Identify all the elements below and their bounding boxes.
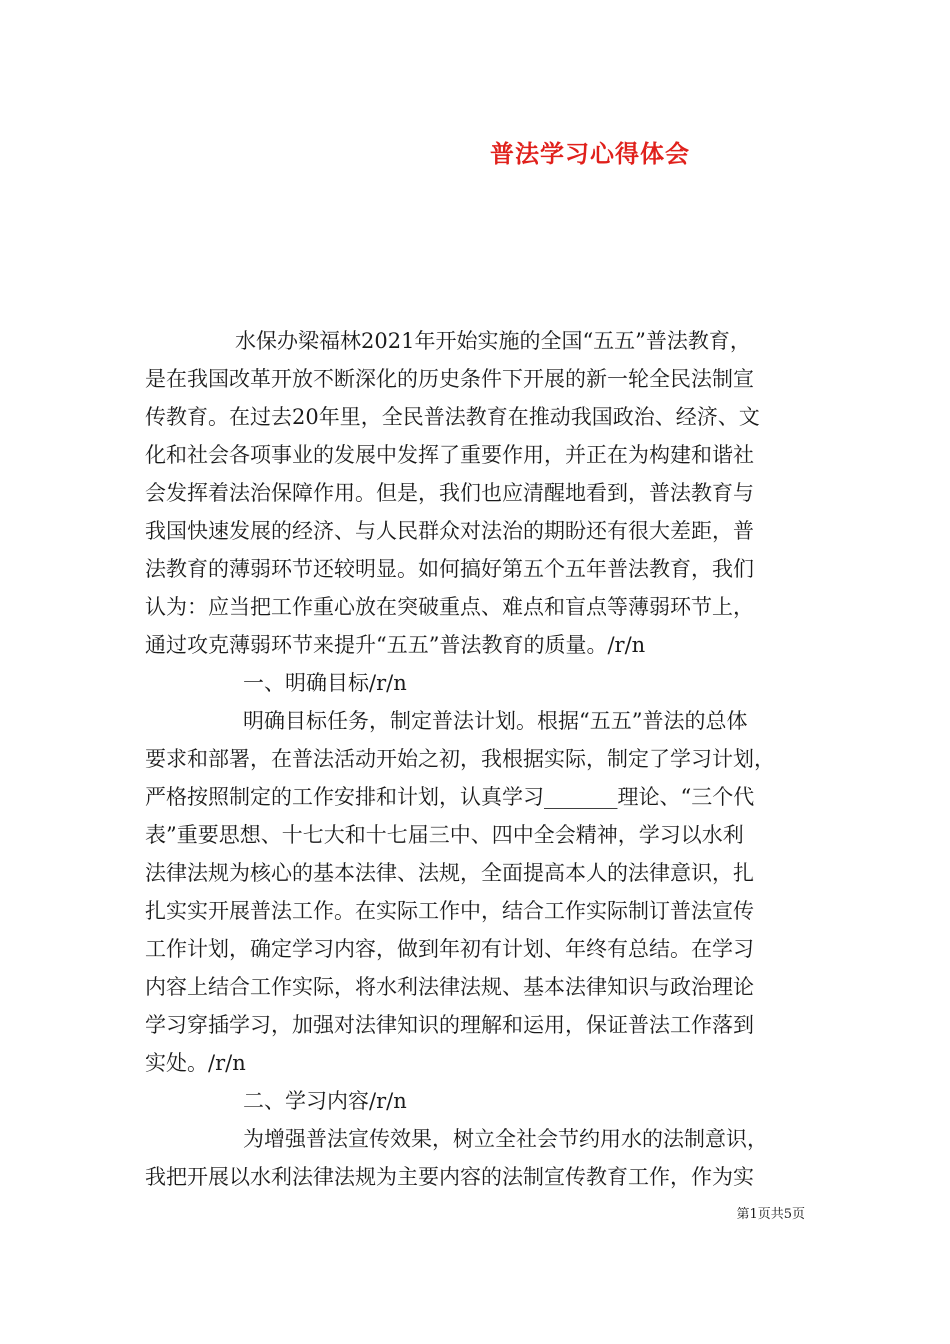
section-heading: 二、学习内容/r/n [243,1089,407,1113]
body-line: 传教育。在过去20年里，全民普法教育在推动我国政治、经济、文 [145,405,760,429]
page-number-footer: 第1页共5页 [736,1207,805,1222]
body-line: 是在我国改革开放不断深化的历史条件下开展的新一轮全民法制宣 [145,367,754,391]
document-title: 普法学习心得体会 [490,139,690,168]
body-line: 为增强普法宣传效果，树立全社会节约用水的法制意识， [243,1127,768,1151]
body-line: 扎实实开展普法工作。在实际工作中，结合工作实际制订普法宣传 [145,899,754,923]
body-line: 工作计划，确定学习内容，做到年初有计划、年终有总结。在学习 [145,937,754,961]
body-line: 严格按照制定的工作安排和计划，认真学习_______理论、“三个代 [145,785,755,809]
body-line: 明确目标任务，制定普法计划。根据“五五”普法的总体 [243,709,748,733]
body-line: 表”重要思想、十七大和十七届三中、四中全会精神，学习以水利 [145,823,744,847]
body-line: 内容上结合工作实际，将水利法律法规、基本法律知识与政治理论 [145,975,754,999]
body-line: 化和社会各项事业的发展中发挥了重要作用，并正在为构建和谐社 [145,443,754,467]
body-line: 实处。/r/n [145,1051,246,1075]
body-line: 会发挥着法治保障作用。但是，我们也应清醒地看到，普法教育与 [145,481,754,505]
body-line: 要求和部署，在普法活动开始之初，我根据实际，制定了学习计划， [145,747,775,771]
body-line: 通过攻克薄弱环节来提升“五五”普法教育的质量。/r/n [145,633,646,657]
body-line: 水保办梁福林2021年开始实施的全国“五五”普法教育， [235,329,751,353]
body-line: 学习穿插学习，加强对法律知识的理解和运用，保证普法工作落到 [145,1013,754,1037]
body-line: 法教育的薄弱环节还较明显。如何搞好第五个五年普法教育，我们 [145,557,754,581]
body-line: 认为：应当把工作重心放在突破重点、难点和盲点等薄弱环节上， [145,595,754,619]
body-line: 法律法规为核心的基本法律、法规，全面提高本人的法律意识，扎 [145,861,754,885]
section-heading: 一、明确目标/r/n [243,671,407,695]
body-line: 我国快速发展的经济、与人民群众对法治的期盼还有很大差距，普 [145,519,754,543]
body-line: 我把开展以水利法律法规为主要内容的法制宣传教育工作，作为实 [145,1165,754,1189]
